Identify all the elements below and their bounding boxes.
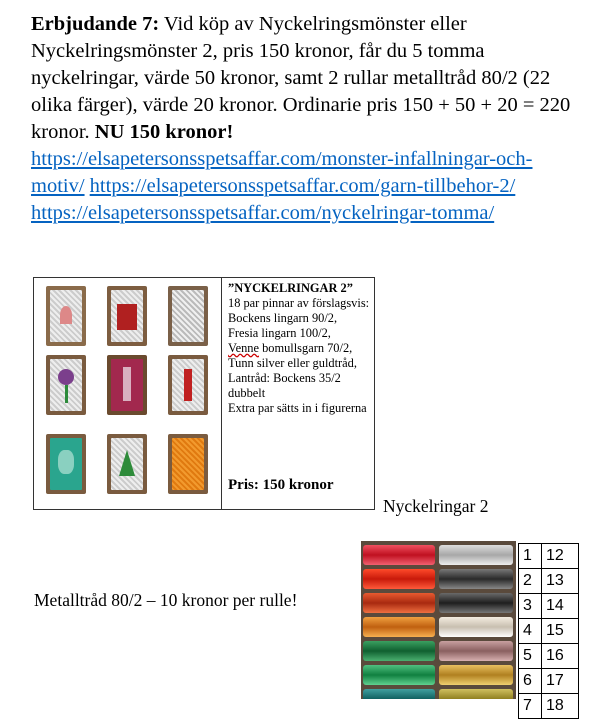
offer-body: Vid köp av Nyckelringsmönster eller Nyckelringsmönster 2, pris 150 kronor, får du 5 tomma nyckelringar, värde 50 kronor, samt 2 rullar metalltråd 80/2 (22 olika färger), värde 20 kronor. Ordinarie pris 150 + 50 + 20 = 220 kronor. xyxy=(31,13,571,143)
flyer-line: Tunn silver eller guldtråd, xyxy=(228,356,357,370)
metal-thread-note: Metalltråd 80/2 – 10 kronor per rulle! xyxy=(34,590,298,610)
flyer-title: ”NYCKELRINGAR 2” xyxy=(228,281,353,295)
table-cell: 18 xyxy=(542,694,579,719)
lace-tile-tulip xyxy=(46,355,86,415)
table-row xyxy=(519,569,579,594)
table-cell: 14 xyxy=(542,594,579,619)
spool-image xyxy=(439,545,513,565)
table-cell: 17 xyxy=(542,669,579,694)
table-cell: 3 xyxy=(519,594,542,619)
table-row xyxy=(519,644,579,669)
spool-image xyxy=(439,665,513,685)
table-row xyxy=(519,594,579,619)
spool-image xyxy=(363,545,435,565)
spool-image xyxy=(439,569,513,589)
spool-image xyxy=(439,641,513,661)
flyer-line-venne-rest: bomullsgarn 70/2, xyxy=(258,341,353,355)
table-cell: 1 xyxy=(519,544,542,569)
link-nyckelringar-tomma[interactable]: https://elsapetersonsspetsaffar.com/nyckelringar-tomma/ xyxy=(31,202,495,224)
offer-paragraph xyxy=(31,11,576,227)
lace-tile-orange xyxy=(168,434,208,494)
link-monster[interactable]: https://elsapetersonsspetsaffar.com/monster-infallningar-och-motiv/ xyxy=(31,148,533,197)
lace-tile-tree xyxy=(107,434,147,494)
flyer-line-venne: Venne xyxy=(228,341,259,355)
flyer-line: 18 par pinnar av förslagsvis: xyxy=(228,296,370,310)
table-cell: 15 xyxy=(542,619,579,644)
link-garn-tillbehor[interactable]: https://elsapetersonsspetsaffar.com/garn-tillbehor-2/ xyxy=(89,175,516,197)
spool-image xyxy=(363,641,435,661)
spool-image xyxy=(363,569,435,589)
lace-tile-red-figure xyxy=(168,355,208,415)
table-cell: 4 xyxy=(519,619,542,644)
flyer-line: Bockens lingarn 90/2, xyxy=(228,311,338,325)
offer-heading: Erbjudande 7: xyxy=(31,13,160,35)
table-row xyxy=(519,544,579,569)
table-cell: 12 xyxy=(542,544,579,569)
spool-image xyxy=(363,593,435,613)
spool-image xyxy=(439,593,513,613)
lace-tile-key xyxy=(107,355,147,415)
lace-tile-plain xyxy=(168,286,208,346)
table-row xyxy=(519,669,579,694)
table-cell: 7 xyxy=(519,694,542,719)
table-cell: 5 xyxy=(519,644,542,669)
table-cell: 16 xyxy=(542,644,579,669)
table-cell: 6 xyxy=(519,669,542,694)
table-cell: 13 xyxy=(542,569,579,594)
flyer-divider xyxy=(221,278,222,509)
spools-photo xyxy=(361,541,516,699)
spool-image xyxy=(363,617,435,637)
flyer-line xyxy=(228,341,372,356)
flyer-line: Lantråd: Bockens 35/2 dubbelt xyxy=(228,371,341,400)
spool-image xyxy=(363,689,435,699)
lace-tile-heart xyxy=(46,286,86,346)
flyer-price: Pris: 150 kronor xyxy=(228,477,334,493)
spool-number-table xyxy=(518,543,579,719)
spool-image xyxy=(439,689,513,699)
flyer-line: Fresia lingarn 100/2, xyxy=(228,326,331,340)
table-cell: 2 xyxy=(519,569,542,594)
table-row xyxy=(519,694,579,719)
spool-image xyxy=(439,617,513,637)
flyer-text xyxy=(228,281,372,416)
spool-image xyxy=(363,665,435,685)
offer-highlight: NU 150 kronor! xyxy=(94,121,234,143)
lace-tile-house xyxy=(107,286,147,346)
table-row xyxy=(519,619,579,644)
flyer-caption: Nyckelringar 2 xyxy=(383,496,489,516)
lace-tile-teal xyxy=(46,434,86,494)
nyckelringar-flyer xyxy=(33,277,375,510)
flyer-line: Extra par sätts in i figurerna xyxy=(228,401,367,415)
